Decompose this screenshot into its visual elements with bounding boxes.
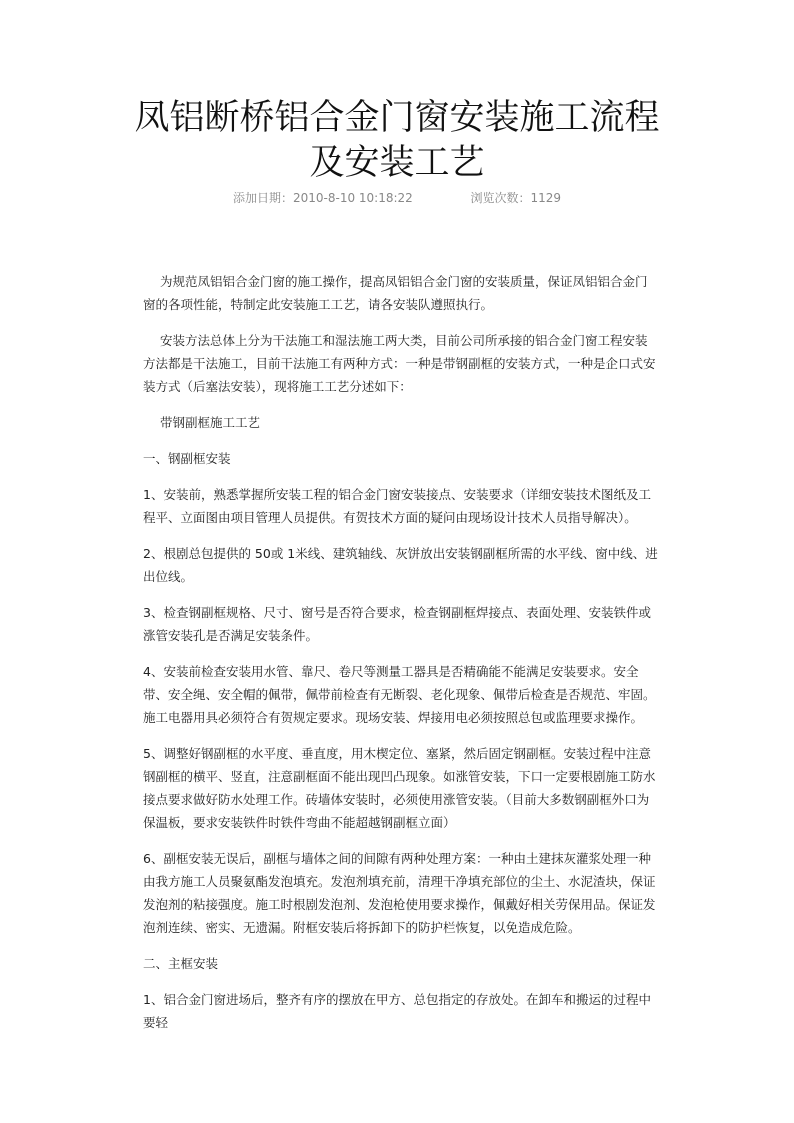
section-heading: 带钢副框施工工艺 — [160, 415, 261, 430]
title-line-1: 凤铝断桥铝合金门窗安装施工流程 — [134, 98, 660, 138]
article-body — [143, 270, 658, 1047]
section-heading: 二、主框安装 — [143, 956, 219, 971]
paragraph-step: 4、安装前检查安装用水管、靠尺、卷尺等测量工器具是否精确能不能满足安装要求。安全带、安全绳、安全帽的佩带，佩带前检查有无断裂、老化现象、佩带后检查是否规范、牢固。施工电器用具必须符合有贺规定要求。现场安装、焊接用电必须按照总包或监理要求操作。 — [143, 664, 656, 725]
paragraph-step: 2、根剧总包提供的 50或 1米线、建筑轴线、灰饼放出安装钢副框所需的水平线、窗中线、进出位线。 — [143, 546, 658, 584]
paragraph-step: 1、安装前，熟悉掌握所安装工程的铝合金门窗安装接点、安装要求（详细安装技术图纸及工程平、立面图由项目管理人员提供。有贺技术方面的疑问由现场设计技术人员指导解决）。 — [143, 487, 651, 525]
paragraph-step: 6、副框安装无误后，副框与墙体之间的间隙有两种处理方案：一种由土建抹灰灌浆处理一种由我方施工人员聚氨酯发泡填充。发泡剂填充前，清理干净填充部位的尘土、水泥渣块，保证发泡剂的粘接强度。施工时根剧发泡剂、发泡枪使用要求操作，佩戴好相关劳保用品。保证发泡剂连续、密实、无遗漏。附框安装后将拆卸下的防护栏恢复，以免造成危险。 — [143, 851, 656, 935]
paragraph-intro: 为规范凤铝铝合金门窗的施工操作，提高凤铝铝合金门窗的安装质量，保证凤铝铝合金门窗的各项性能，特制定此安装施工工艺，请各安装队遵照执行。 — [143, 274, 648, 312]
paragraph-step: 5、调整好钢副框的水平度、垂直度，用木楔定位、塞紧，然后固定钢副框。安装过程中注意钢副框的横平、竖直，注意副框面不能出现凹凸现象。如涨管安装，下口一定要根剧施工防水接点要求做好防水处理工作。砖墙体安装时，必须使用涨管安装。（目前大多数钢副框外口为保温板，要求安装铁件时铁件弯曲不能超越钢副框立面） — [143, 746, 656, 830]
view-count: 浏览次数：1129 — [470, 191, 562, 205]
paragraph-step: 1、铝合金门窗进场后，整齐有序的摆放在甲方、总包指定的存放处。在卸车和搬运的过程中要轻 — [143, 992, 651, 1030]
added-date: 添加日期：2010-8-10 10:18:22 — [232, 191, 413, 205]
document-meta — [0, 189, 794, 206]
document-title — [0, 96, 794, 186]
paragraph-step: 3、检查钢副框规格、尺寸、窗号是否符合要求，检查钢副框焊接点、表面处理、安装铁件或涨管安装孔是否满足安装条件。 — [143, 605, 651, 643]
section-heading: 一、钢副框安装 — [143, 451, 231, 466]
paragraph-methods: 安装方法总体上分为干法施工和湿法施工两大类，目前公司所承接的铝合金门窗工程安装方法都是干法施工，目前干法施工有两种方式：一种是带钢副框的安装方式，一种是企口式安装方式（后塞法安装），现将施工工艺分述如下： — [143, 333, 656, 394]
title-line-2: 及安装工艺 — [309, 143, 485, 183]
